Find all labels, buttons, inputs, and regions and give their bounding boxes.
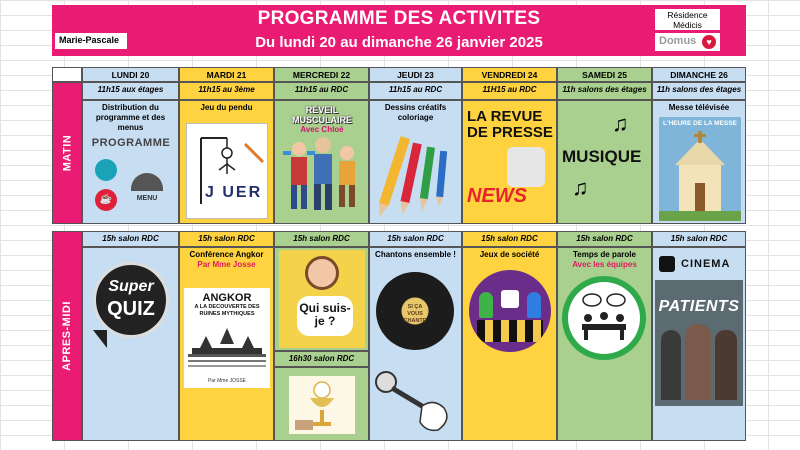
angkor-poster-image: ANGKOR A LA DECOUVERTE DES RUINES MYTHIQUES Par Mme JOSSE <box>184 288 270 388</box>
hangman-drawing <box>187 124 268 219</box>
meeting-icon <box>562 276 646 360</box>
dice-icon <box>501 290 519 308</box>
activity-cell-monday-afternoon <box>82 247 179 441</box>
residence-label: Résidence Médicis <box>655 9 720 30</box>
activity-title: Messe télévisée <box>668 103 730 112</box>
time-label: 15h salon RDC <box>557 231 652 247</box>
time-label: 11h salons des étages <box>557 82 652 100</box>
time-label: 11h15 au RDC <box>274 82 369 100</box>
activity-cell-wednesday-morning <box>274 100 369 224</box>
page-header <box>52 5 746 56</box>
revue-de-presse-image: LA REVUE DE PRESSE NEWS <box>467 109 553 207</box>
time-label: 11h salons des étages <box>652 82 746 100</box>
section-morning: MATIN <box>52 82 82 224</box>
time-label: 16h30 salon RDC <box>274 351 369 367</box>
coffee-icon: ☕ <box>95 189 117 211</box>
speech-tail <box>93 330 107 348</box>
page-title: PROGRAMME DES ACTIVITES <box>257 8 541 29</box>
time-label: 11h15 au RDC <box>369 82 462 100</box>
page-subtitle: Du lundi 20 au dimanche 26 janvier 2025 <box>255 34 543 51</box>
section-afternoon: APRES-MIDI <box>52 231 82 441</box>
time-label: 11h15 aux étages <box>82 82 179 100</box>
activity-cell-wednesday-afternoon-2 <box>274 367 369 441</box>
brand-name: Domus <box>659 35 697 47</box>
activity-cell-sunday-afternoon <box>652 247 746 441</box>
brand-logo <box>655 33 720 51</box>
film-reel-icon <box>659 256 675 272</box>
pencils-image <box>374 131 458 221</box>
pawn-icon <box>479 292 493 318</box>
pawn-icon <box>527 292 541 318</box>
microphone-icon <box>372 368 460 438</box>
corner-cell <box>52 67 82 82</box>
activity-cell-thursday-afternoon <box>369 247 462 441</box>
activity-cell-friday-morning <box>462 100 557 224</box>
cinema-banner: CINEMA <box>657 254 741 276</box>
activity-cell-monday-morning <box>82 100 179 224</box>
figure-reading-icon <box>507 147 545 187</box>
day-header-saturday: SAMEDI 25 <box>557 67 652 82</box>
cloche-icon <box>131 173 163 191</box>
vinyl-record-image: SI ÇA VOUS CHANTE <box>376 272 456 352</box>
theatre-icon <box>95 159 117 181</box>
activity-cell-thursday-morning <box>369 100 462 224</box>
activity-title: Jeux de société <box>479 250 540 259</box>
heart-icon: ♥ <box>702 35 716 49</box>
activity-cell-saturday-afternoon <box>557 247 652 441</box>
board-games-image <box>469 270 551 352</box>
activity-cell-wednesday-afternoon <box>274 247 369 351</box>
communion-image <box>289 376 355 434</box>
activity-title: Distribution du programme et des menus <box>95 103 166 132</box>
activity-title: Chantons ensemble ! <box>375 250 456 259</box>
time-label: 15h salon RDC <box>274 231 369 247</box>
day-header-thursday: JEUDI 23 <box>369 67 462 82</box>
activity-cell-saturday-morning <box>557 100 652 224</box>
patients-movie-poster: PATIENTS <box>655 280 743 406</box>
day-header-tuesday: MARDI 21 <box>179 67 274 82</box>
hangman-image: J UER <box>186 123 268 219</box>
musique-image: ♫ MUSIQUE ♫ <box>562 111 642 200</box>
activity-cell-tuesday-morning <box>179 100 274 224</box>
day-header-monday: LUNDI 20 <box>82 67 179 82</box>
super-quiz-image: Super QUIZ <box>91 260 171 356</box>
time-label: 15h salon RDC <box>369 231 462 247</box>
day-header-wednesday: MERCREDI 22 <box>274 67 369 82</box>
time-label: 11h15 au 3ème <box>179 82 274 100</box>
temple-icon <box>184 326 270 370</box>
activity-cell-tuesday-afternoon <box>179 247 274 441</box>
messe-image: L'HEURE DE LA MESSE <box>659 117 741 221</box>
exercising-seniors-icon <box>279 131 365 217</box>
activity-cell-friday-afternoon <box>462 247 557 441</box>
church-icon <box>659 131 741 221</box>
music-notes-icon: ♫ <box>612 111 629 136</box>
chalice-icon <box>289 376 355 434</box>
activity-title: Conférence Angkor Par Mme Josse <box>189 250 264 269</box>
qui-suis-je-image: Qui suis-je ? <box>279 250 365 348</box>
face-icon <box>305 256 339 290</box>
time-label: 15h salon RDC <box>82 231 179 247</box>
reveil-musculaire-image: RÉVEIL MUSCULAIRE Avec Chloé <box>279 105 365 219</box>
time-label: 15h salon RDC <box>652 231 746 247</box>
activity-title: Dessins créatifs coloriage <box>384 103 447 122</box>
time-label: 15h salon RDC <box>179 231 274 247</box>
programme-menu-image: PROGRAMME ☕ MENU <box>91 137 171 221</box>
music-notes-icon: ♫ <box>572 175 589 200</box>
name-tag: Marie-Pascale <box>55 33 127 49</box>
day-header-sunday: DIMANCHE 26 <box>652 67 746 82</box>
day-header-friday: VENDREDI 24 <box>462 67 557 82</box>
activity-title: Temps de parole Avec les équipes <box>572 250 637 269</box>
activity-cell-sunday-morning <box>652 100 746 224</box>
time-label: 15h salon RDC <box>462 231 557 247</box>
time-label: 11H15 au RDC <box>462 82 557 100</box>
discussion-image <box>562 276 646 360</box>
activity-title: Jeu du pendu <box>200 103 253 112</box>
